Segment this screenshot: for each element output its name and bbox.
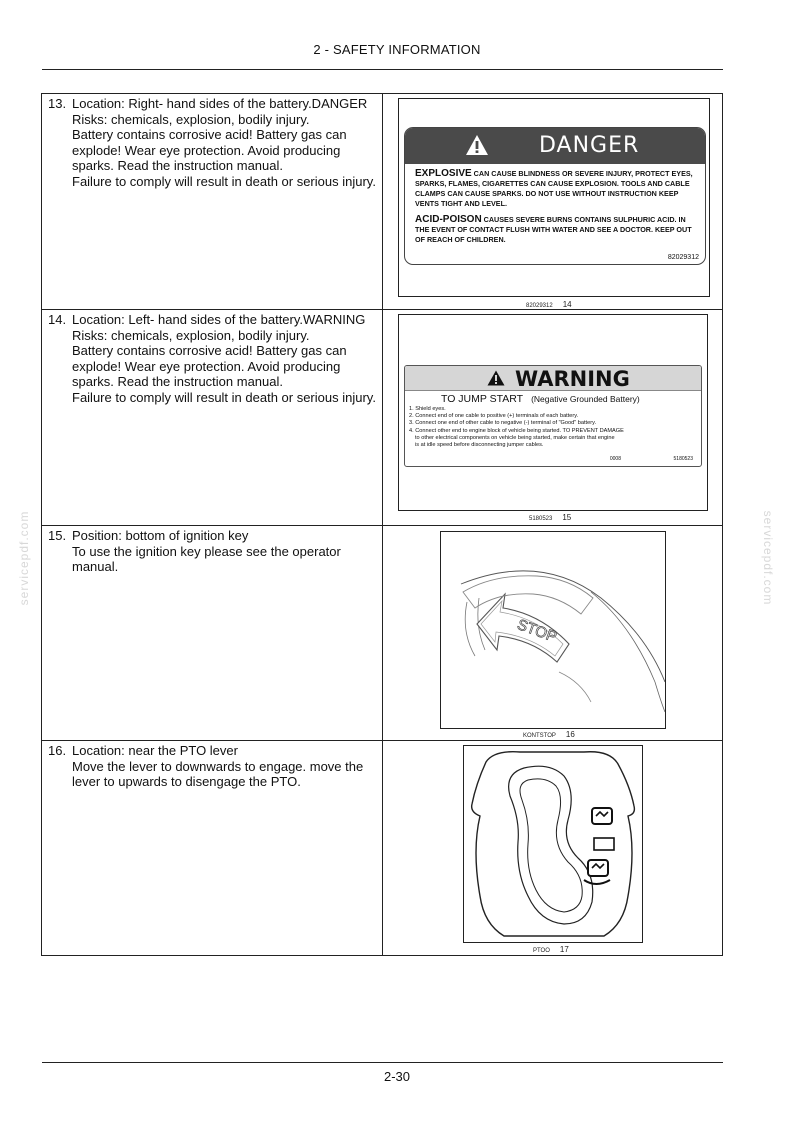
warning-triangle-icon xyxy=(465,134,489,156)
pto-lever-decal xyxy=(464,746,642,942)
row-figure-cell xyxy=(383,94,723,310)
figure-code: KONTSTOP xyxy=(523,733,556,739)
item-number: 14. xyxy=(48,312,67,327)
warning-subtitle: TO JUMP START xyxy=(441,393,524,405)
warning-step: to other electrical components on vehicle being started, make certain that engine xyxy=(415,434,615,441)
item-line: Move the lever to downwards to engage. move the xyxy=(72,758,364,774)
ignition-stop-decal xyxy=(441,532,665,728)
item-line: Battery contains corrosive acid! Battery gas can xyxy=(72,127,347,143)
item-line: Battery contains corrosive acid! Battery gas can xyxy=(72,343,347,359)
item-line: explode! Wear eye protection. Avoid producing xyxy=(72,142,341,158)
warning-header xyxy=(405,366,701,391)
item-line: sparks. Read the instruction manual. xyxy=(72,158,283,174)
item-line: sparks. Read the instruction manual. xyxy=(72,374,283,390)
danger-keyword-acid: ACID-POISON xyxy=(415,214,482,225)
figure-frame xyxy=(398,98,710,297)
figure-caption xyxy=(529,513,571,522)
warning-subtitle-note: (Negative Grounded Battery) xyxy=(531,394,640,404)
table-row xyxy=(42,526,723,741)
item-line: To use the ignition key please see the operator xyxy=(72,543,341,559)
figure-code: 5180523 xyxy=(529,516,553,522)
table-row xyxy=(42,741,723,956)
row-figure-cell xyxy=(383,526,723,741)
row-text-cell xyxy=(42,94,383,310)
item-line: manual. xyxy=(72,559,119,575)
figure-caption xyxy=(523,730,575,739)
row-text-cell xyxy=(42,526,383,741)
pto-engaged-icon xyxy=(592,808,612,824)
danger-header xyxy=(405,128,705,164)
figure-number: 14 xyxy=(562,300,572,309)
safety-decal-table xyxy=(41,93,723,956)
page-header: 2 - SAFETY INFORMATION xyxy=(313,42,481,57)
figure-frame xyxy=(463,745,643,943)
figure-frame xyxy=(398,314,708,511)
item-line: Risks: chemicals, explosion, bodily injury. xyxy=(72,327,310,343)
item-number: 16. xyxy=(48,743,67,758)
warning-triangle-icon xyxy=(487,370,505,386)
warning-step: 4. Connect other end to engine block of vehicle being started. TO PREVENT DAMAGE xyxy=(409,427,624,434)
item-number: 15. xyxy=(48,528,67,543)
row-figure-cell xyxy=(383,310,723,526)
item-number: 13. xyxy=(48,96,67,111)
table-row xyxy=(42,310,723,526)
warning-step: is at idle speed before disconnecting jumper cables. xyxy=(415,442,544,449)
item-line: Failure to comply will result in death or serious injury. xyxy=(72,389,376,405)
row-text-cell xyxy=(42,741,383,956)
figure-number: 17 xyxy=(559,945,569,954)
warning-decal-small-code: 0008 xyxy=(609,456,621,462)
danger-decal-code: 82029312 xyxy=(667,254,699,261)
table-row xyxy=(42,94,723,310)
page-number: 2-30 xyxy=(383,1069,411,1084)
watermark-right: servicepdf.com xyxy=(761,510,775,606)
warning-step: 1. Shield eyes. xyxy=(409,406,446,412)
warning-step: 3. Connect one end of other cable to negative (-) terminal of "Good" battery. xyxy=(409,420,597,427)
item-line: Location: near the PTO lever xyxy=(72,743,238,758)
item-line: Risks: chemicals, explosion, bodily injury. xyxy=(72,111,310,127)
item-line: explode! Wear eye protection. Avoid producing xyxy=(72,358,341,374)
header-rule xyxy=(42,69,723,70)
figure-frame xyxy=(440,531,666,729)
item-line: Location: Left- hand sides of the battery.WARNING xyxy=(72,312,366,327)
figure-caption xyxy=(533,945,569,954)
item-line: Position: bottom of ignition key xyxy=(72,528,249,543)
warning-signal-word: WARNING xyxy=(515,367,630,391)
warning-decal-code: 5180523 xyxy=(673,456,693,462)
item-line: lever to upwards to disengage the PTO. xyxy=(72,774,301,790)
footer-rule xyxy=(42,1062,723,1063)
figure-caption xyxy=(526,300,572,309)
figure-number: 16 xyxy=(565,730,575,739)
row-figure-cell xyxy=(383,741,723,956)
row-text-cell xyxy=(42,310,383,526)
figure-number: 15 xyxy=(562,513,572,522)
item-line: Failure to comply will result in death or serious injury. xyxy=(72,173,376,189)
warning-steps xyxy=(409,406,701,449)
danger-text-explosive: CAN CAUSE BLINDNESS OR SEVERE INJURY, PROTECT EYES, SPARKS, FLAMES, CIGARETTES CAN CAUSE EXPLOSION. TOOLS AND CABLE CLAMPS CAN CAUSE SPARKS. DO NOT USE WITHOUT INSTRUCTION KEEP VENTS TIGHT AND LEVEL. xyxy=(415,169,693,208)
warning-decal xyxy=(404,365,702,467)
pto-neutral-icon xyxy=(594,838,614,850)
watermark-left: servicepdf.com xyxy=(17,510,31,606)
danger-signal-word: DANGER xyxy=(539,133,640,158)
danger-decal xyxy=(404,127,706,265)
stop-label: STOP xyxy=(514,616,559,646)
warning-step: 2. Connect end of one cable to positive (+) terminals of each battery. xyxy=(409,413,579,420)
figure-code: 82029312 xyxy=(526,303,553,309)
danger-text-acid: CAUSES SEVERE BURNS CONTAINS SULPHURIC ACID. IN THE EVENT OF CONTACT FLUSH WITH WATER AND SEE A DOCTOR. KEEP OUT OF REACH OF CHILDREN. xyxy=(415,215,692,244)
item-line: Location: Right- hand sides of the battery.DANGER xyxy=(72,96,368,111)
danger-keyword-explosive: EXPLOSIVE xyxy=(415,168,472,179)
figure-code: PTOO xyxy=(533,948,550,954)
